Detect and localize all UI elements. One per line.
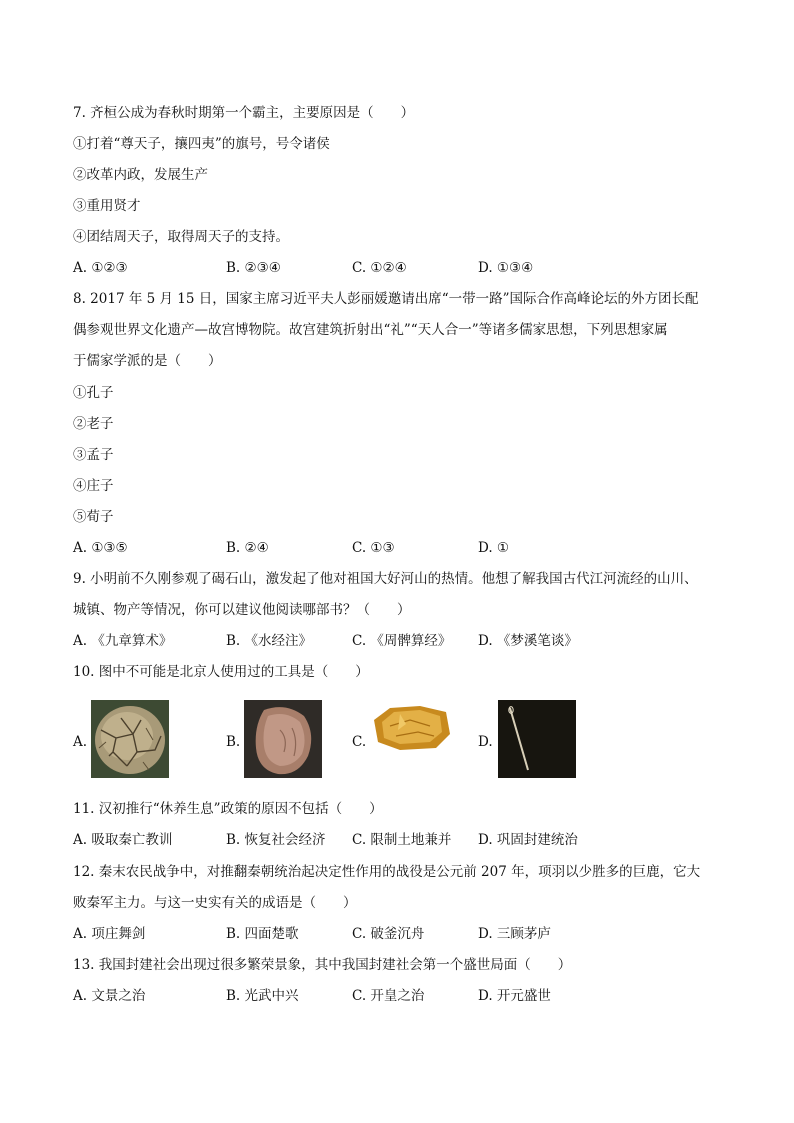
question-7-item: ①打着“尊天子，攘四夷”的旗号，号令诸侯 [73,136,330,152]
question-7-item: ②改革内政，发展生产 [73,167,208,183]
question-8-stem: 偶参观世界文化遗产—故宫博物院。故宫建筑折射出“礼”“天人合一”等诸多儒家思想，下列思想家属 [73,322,668,338]
option-b[interactable]: B. 《水经注》 [226,633,313,649]
option-b[interactable]: B. 恢复社会经济 [226,832,326,848]
option-d[interactable]: D. 《梦溪笔谈》 [478,633,578,649]
option-c[interactable]: C. 破釜沉舟 [352,926,425,942]
option-b[interactable]: B. ②③④ [226,260,281,276]
question-8-item: ③孟子 [73,447,114,463]
option-a[interactable]: A. 吸取秦亡教训 [73,832,173,848]
question-8-item: ②老子 [73,416,114,432]
yellow-stone-flake-image [370,700,452,752]
question-12-stem: 12. 秦末农民战争中，对推翻秦朝统治起决定性作用的战役是公元前 207 年，项羽以少胜多的巨鹿，它大 [73,864,701,880]
option-d[interactable]: D. ①③④ [478,260,534,276]
option-b[interactable]: B. 光武中兴 [226,988,299,1004]
option-a[interactable]: A. 文景之治 [73,988,146,1004]
question-7-stem: 7. 齐桓公成为春秋时期第一个霸主，主要原因是（ ） [73,105,415,121]
option-a[interactable]: A. ①②③ [73,260,128,276]
question-7-item: ③重用贤才 [73,198,141,214]
option-a[interactable]: A. ①③⑤ [73,540,128,556]
question-8-options [73,538,723,558]
option-c-label: C. [352,734,367,750]
question-8-stem: 于儒家学派的是（ ） [73,353,222,369]
option-a[interactable]: A. 项庄舞剑 [73,926,146,942]
question-7-options [73,258,723,278]
option-c[interactable]: C. 《周髀算经》 [352,633,452,649]
stone-chopper-image [244,700,322,778]
option-c[interactable]: C. ①③ [352,540,395,556]
option-d[interactable]: D. ① [478,540,510,556]
option-c[interactable] [352,700,462,780]
question-9-options [73,631,723,651]
option-b[interactable]: B. 四面楚歌 [226,926,299,942]
option-c[interactable]: C. ①②④ [352,260,407,276]
option-b[interactable]: B. ②④ [226,540,269,556]
question-13-stem: 13. 我国封建社会出现过很多繁荣景象，其中我国封建社会第一个盛世局面（ ） [73,957,572,973]
question-8-item: ①孔子 [73,385,114,401]
question-12-options [73,924,723,944]
question-13-options [73,986,723,1006]
option-d[interactable]: D. 巩固封建统治 [478,832,578,848]
question-8-item: ④庄子 [73,478,114,494]
option-c[interactable]: C. 开皇之治 [352,988,425,1004]
question-10-stem: 10. 图中不可能是北京人使用过的工具是（ ） [73,664,369,680]
option-b-label: B. [226,734,241,750]
option-d-label: D. [478,734,493,750]
option-d[interactable]: D. 三顾茅庐 [478,926,551,942]
question-12-stem: 败秦军主力。与这一史实有关的成语是（ ） [73,895,357,911]
question-11-options [73,830,723,850]
option-a[interactable] [73,700,173,780]
question-8-item: ⑤荀子 [73,509,114,525]
option-b[interactable] [226,700,326,780]
question-7-item: ④团结周天子，取得周天子的支持。 [73,229,289,245]
cracked-stone-tool-image [91,700,169,778]
option-a-label: A. [73,734,88,750]
question-9-stem: 9. 小明前不久刚参观了碣石山，激发起了他对祖国大好河山的热情。他想了解我国古代江河流经的山川、 [73,571,698,587]
bone-needle-image [498,700,576,778]
option-a[interactable]: A. 《九章算术》 [73,633,173,649]
question-10-image-options [73,700,633,780]
question-8-stem: 8. 2017 年 5 月 15 日，国家主席习近平夫人彭丽媛邀请出席“一带一路”国际合作高峰论坛的外方团长配 [73,291,699,307]
question-11-stem: 11. 汉初推行“休养生息”政策的原因不包括（ ） [73,801,383,817]
option-d[interactable] [478,700,588,780]
question-9-stem: 城镇、物产等情况，你可以建议他阅读哪部书？（ ） [73,602,411,618]
option-d[interactable]: D. 开元盛世 [478,988,551,1004]
option-c[interactable]: C. 限制土地兼并 [352,832,452,848]
